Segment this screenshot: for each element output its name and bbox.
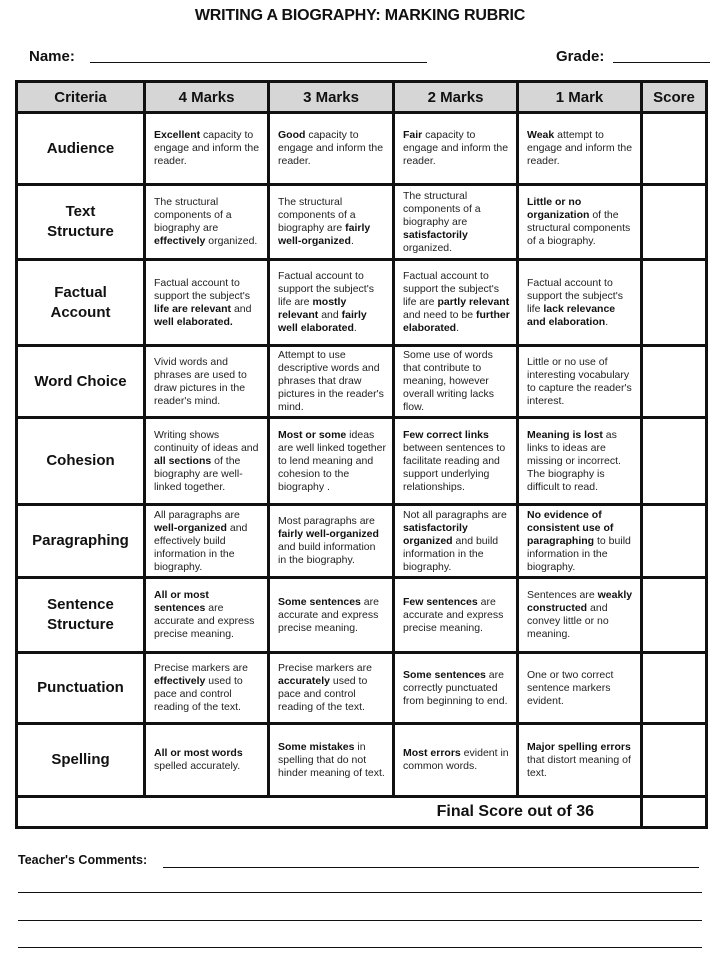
descriptor-bold-text: All or most words (154, 747, 243, 759)
rubric-row (17, 418, 707, 505)
descriptor-text: Sentences are (527, 589, 598, 601)
criteria-cell (17, 185, 145, 260)
descriptor-bold-text: Some mistakes (278, 740, 355, 753)
grade-field[interactable] (613, 62, 710, 63)
descriptor-cell (518, 346, 642, 418)
descriptor-cell (518, 418, 642, 505)
criteria-cell (17, 578, 145, 653)
descriptor-text: capacity to engage and inform the reader. (278, 129, 384, 167)
descriptor-text: One or two correct sentence markers evident. (527, 668, 614, 707)
descriptor-cell (269, 418, 394, 505)
descriptor-bold-text: accurately (278, 675, 330, 687)
rubric-row (17, 185, 707, 260)
descriptor-cell (394, 260, 518, 346)
criteria-label: Punctuation (37, 679, 124, 696)
grade-label: Grade: (556, 48, 605, 65)
score-cell[interactable] (642, 185, 707, 260)
score-cell[interactable] (642, 653, 707, 724)
descriptor-text: Little or no use of interesting vocabulary to capture the reader's interest. (527, 355, 632, 407)
descriptor-text: ideas are well linked together to lend meaning and cohesion to the biography . (278, 428, 386, 493)
comments-label: Teacher's Comments: (18, 853, 148, 867)
rubric-row (17, 578, 707, 653)
descriptor-cell (518, 653, 642, 724)
descriptor-bold-text: Excellent (154, 129, 201, 141)
descriptor-text: All paragraphs are (154, 508, 240, 521)
descriptor-bold-text: life are relevant (154, 302, 232, 315)
descriptor-cell (394, 578, 518, 653)
descriptor-bold-text: fairly well elaborated (278, 309, 367, 334)
descriptor-text: Precise markers are (154, 662, 248, 674)
final-score-row (17, 797, 707, 828)
descriptor-cell (518, 113, 642, 185)
descriptor-bold-text: lack relevance and elaboration (527, 302, 616, 328)
score-cell[interactable] (642, 260, 707, 346)
descriptor-bold-text: Weak (527, 129, 555, 141)
rubric-row (17, 260, 707, 346)
descriptor-cell (518, 505, 642, 578)
score-cell[interactable] (642, 418, 707, 505)
rubric-row (17, 346, 707, 418)
descriptor-cell (518, 724, 642, 797)
descriptor-cell (145, 724, 269, 797)
rubric-row (17, 113, 707, 185)
descriptor-cell (518, 260, 642, 346)
descriptor-text: The structural components of a biography are (154, 196, 232, 234)
score-cell[interactable] (642, 578, 707, 653)
comments-line[interactable] (18, 947, 702, 948)
column-header: 1 Mark (518, 82, 642, 113)
descriptor-bold-text: satisfactorily organized (403, 521, 468, 547)
descriptor-bold-text: partly relevant (437, 296, 510, 308)
descriptor-text: Attempt to use descriptive words and phrases that draw pictures in the reader's mind. (278, 349, 384, 413)
descriptor-bold-text: Most errors (403, 747, 461, 759)
descriptor-cell (394, 346, 518, 418)
descriptor-cell (269, 724, 394, 797)
descriptor-cell (145, 578, 269, 653)
criteria-label: Sentence Structure (47, 596, 114, 633)
descriptor-cell (394, 185, 518, 260)
descriptor-bold-text: effectively (154, 235, 206, 247)
column-header: 2 Marks (394, 82, 518, 113)
descriptor-bold-text: further elaborated (403, 309, 510, 334)
descriptor-cell (518, 185, 642, 260)
descriptor-bold-text: Most or some (278, 428, 347, 441)
descriptor-text: organized. (205, 235, 258, 247)
descriptor-bold-text: Some sentences (403, 668, 486, 681)
descriptor-text: used to pace and control reading of the text. (154, 675, 243, 713)
descriptor-bold-text: Meaning is lost (527, 428, 603, 441)
descriptor-text: The structural components of a biography are (403, 189, 481, 228)
criteria-cell (17, 653, 145, 724)
score-cell[interactable] (642, 113, 707, 185)
descriptor-bold-text: Few correct links (403, 428, 489, 441)
descriptor-bold-text: Some sentences (278, 595, 361, 608)
descriptor-text: of the structural components of a biography. (527, 209, 631, 247)
criteria-cell (17, 113, 145, 185)
page-title: WRITING A BIOGRAPHY: MARKING RUBRIC (194, 7, 526, 24)
descriptor-text: Vivid words and phrases are used to draw pictures in the reader's mind. (154, 355, 247, 407)
score-cell[interactable] (642, 346, 707, 418)
descriptor-text: and build information in the biography. (403, 534, 499, 573)
descriptor-bold-text: all sections (154, 454, 212, 467)
comments-line[interactable] (163, 867, 699, 868)
descriptor-text: Writing shows continuity of ideas and (154, 428, 259, 454)
descriptor-cell (145, 505, 269, 578)
descriptor-text: are accurate and express precise meaning. (154, 602, 255, 640)
rubric-row (17, 505, 707, 578)
descriptor-cell (269, 653, 394, 724)
descriptor-cell (269, 505, 394, 578)
header-row (17, 82, 707, 113)
descriptor-text: and need to be (403, 309, 476, 321)
name-field[interactable] (90, 62, 427, 63)
final-score-label: Final Score out of 36 (17, 797, 642, 828)
descriptor-cell (394, 653, 518, 724)
descriptor-bold-text: well-organized (154, 521, 227, 534)
criteria-label: Spelling (51, 751, 110, 768)
descriptor-text: as links to ideas are missing or incorrect. The biography is difficult to read. (527, 428, 621, 493)
descriptor-text: to build information in the biography. (527, 534, 631, 573)
descriptor-text: spelled accurately. (154, 760, 241, 772)
descriptor-cell (145, 346, 269, 418)
descriptor-cell (269, 346, 394, 418)
descriptor-text: . (605, 315, 609, 328)
descriptor-bold-text: Little or no organization (527, 196, 590, 221)
descriptor-text: capacity to engage and inform the reader. (154, 129, 260, 167)
descriptor-cell (145, 653, 269, 724)
descriptor-text: Factual account to support the subject's (154, 276, 250, 302)
descriptor-text: Factual account to support the subject's life (527, 276, 623, 315)
descriptor-bold-text: weakly constructed (527, 589, 633, 614)
descriptor-text: . (350, 235, 354, 247)
criteria-label: Audience (46, 139, 115, 157)
rubric-table (15, 80, 708, 829)
descriptor-bold-text: Major spelling errors (527, 740, 631, 753)
descriptor-text: Not all paragraphs are (403, 508, 507, 521)
descriptor-text: evident in common words. (403, 747, 509, 772)
descriptor-text: Factual account to support the subject's life are (278, 270, 374, 308)
criteria-cell (17, 260, 145, 346)
descriptor-bold-text: effectively (154, 675, 206, 687)
descriptor-cell (145, 260, 269, 346)
descriptor-text: and (318, 309, 342, 321)
descriptor-cell (145, 418, 269, 505)
descriptor-bold-text: well elaborated. (154, 315, 233, 328)
descriptor-bold-text: fairly well-organized (278, 528, 379, 540)
descriptor-text: Some use of words that contribute to meaning, however overall writing lacks flow. (403, 349, 495, 413)
score-cell[interactable] (642, 724, 707, 797)
descriptor-text: and build information in the biography. (278, 541, 376, 566)
descriptor-cell (394, 724, 518, 797)
comments-line[interactable] (18, 892, 702, 893)
criteria-cell (17, 505, 145, 578)
descriptor-text: Factual account to support the subject's life are (403, 270, 499, 308)
descriptor-bold-text: No evidence of consistent use of paragraphing (527, 508, 614, 547)
final-score-cell[interactable] (642, 797, 707, 828)
descriptor-cell (518, 578, 642, 653)
rubric-row (17, 724, 707, 797)
column-header: 3 Marks (269, 82, 394, 113)
name-label: Name: (29, 48, 75, 65)
descriptor-cell (269, 578, 394, 653)
descriptor-text: used to pace and control reading of the text. (278, 675, 368, 713)
criteria-cell (17, 346, 145, 418)
descriptor-text: . (353, 322, 357, 334)
descriptor-bold-text: fairly well-organized (278, 222, 371, 247)
descriptor-text: and convey little or no meaning. (527, 602, 609, 640)
descriptor-text: that distort meaning of text. (527, 753, 631, 779)
descriptor-bold-text: satisfactorily (403, 228, 468, 241)
criteria-label: Text Structure (47, 203, 114, 240)
descriptor-bold-text: All or most sentences (154, 589, 209, 614)
descriptor-text: between sentences to facilitate reading and support underlying relationships. (403, 441, 506, 493)
column-header: Score (642, 82, 707, 113)
comments-line[interactable] (18, 920, 702, 921)
descriptor-text: in spelling that do not hinder meaning of text. (278, 740, 385, 779)
descriptor-text: and effectively build information in the biography. (154, 521, 248, 573)
descriptor-text: capacity to engage and inform the reader. (403, 129, 509, 167)
descriptor-bold-text: mostly relevant (278, 296, 347, 321)
descriptor-text: are correctly punctuated from beginning to end. (403, 668, 508, 707)
descriptor-bold-text: Good (278, 129, 306, 141)
descriptor-text: The structural components of a biography are (278, 196, 356, 234)
descriptor-text: . (456, 322, 460, 334)
descriptor-cell (145, 113, 269, 185)
descriptor-bold-text: Fair (403, 129, 423, 141)
descriptor-bold-text: Few sentences (403, 595, 478, 608)
criteria-label: Cohesion (46, 452, 115, 469)
criteria-label: Factual Account (50, 283, 111, 321)
descriptor-text: Most paragraphs are (278, 515, 375, 527)
column-header: 4 Marks (145, 82, 269, 113)
rubric-row (17, 653, 707, 724)
criteria-cell (17, 724, 145, 797)
descriptor-text: are accurate and express precise meaning. (403, 595, 504, 634)
descriptor-text: organized. (403, 241, 453, 254)
criteria-label: Word Choice (34, 372, 127, 390)
descriptor-cell (269, 185, 394, 260)
descriptor-cell (269, 260, 394, 346)
descriptor-cell (394, 113, 518, 185)
criteria-cell (17, 418, 145, 505)
descriptor-text: attempt to engage and inform the reader. (527, 129, 633, 167)
descriptor-cell (269, 113, 394, 185)
column-header: Criteria (17, 82, 145, 113)
descriptor-text: of the biography are well-linked together. (154, 454, 243, 493)
descriptor-cell (145, 185, 269, 260)
descriptor-text: are accurate and express precise meaning. (278, 595, 379, 634)
descriptor-text: and (231, 302, 252, 315)
score-cell[interactable] (642, 505, 707, 578)
descriptor-cell (394, 418, 518, 505)
descriptor-cell (394, 505, 518, 578)
criteria-label: Paragraphing (32, 532, 129, 549)
descriptor-text: Precise markers are (278, 662, 372, 674)
